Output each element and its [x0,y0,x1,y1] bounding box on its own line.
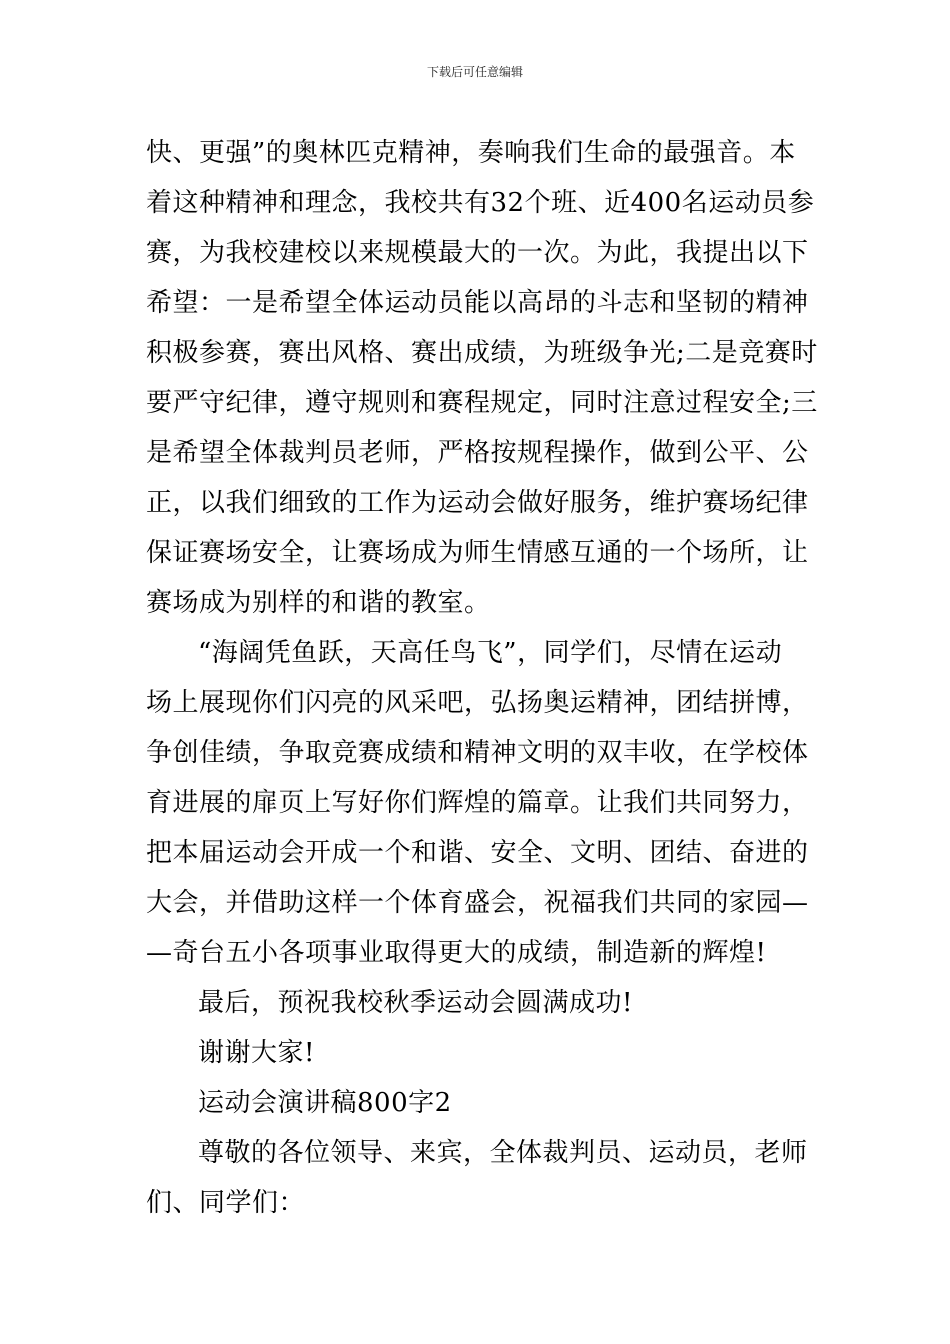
section-title: 运动会演讲稿800字2 [198,1088,452,1118]
thanks-line: 谢谢大家! [198,1038,315,1068]
page-header: 下载后可任意编辑 [426,65,523,79]
text-line: 把本届运动会开成一个和谐、安全、文明、团结、奋进的 [146,838,809,868]
text-line: 保证赛场安全，让赛场成为师生情感互通的一个场所，让 [146,538,809,568]
text-line: —奇台五小各项事业取得更大的成绩，制造新的辉煌! [146,938,767,968]
text-line: 们、同学们： [146,1188,306,1218]
text-line: 快、更强”的奥林匹克精神，奏响我们生命的最强音。本 [146,138,796,168]
text-line: 要严守纪律，遵守规则和赛程规定，同时注意过程安全;三 [146,388,818,418]
text-line: 场上展现你们闪亮的风采吧，弘扬奥运精神，团结拼博， [146,688,809,718]
text-line: 赛，为我校建校以来规模最大的一次。为此，我提出以下 [146,238,809,268]
text-line: 争创佳绩，争取竞赛成绩和精神文明的双丰收，在学校体 [146,738,809,768]
text-line: 育进展的扉页上写好你们辉煌的篇章。让我们共同努力， [146,788,809,818]
text-line: 赛场成为别样的和谐的教室。 [146,588,491,618]
paragraph-start-line: “海阔凭鱼跃，天高任鸟飞”，同学们，尽情在运动 [198,638,783,668]
text-line: 着这种精神和理念，我校共有32个班、近400名运动员参 [146,188,815,218]
document-body [146,128,818,1228]
text-line: 大会，并借助这样一个体育盛会，祝福我们共同的家园— [146,888,809,918]
closing-wish-line: 最后，预祝我校秋季运动会圆满成功! [198,988,633,1018]
text-line: 希望：一是希望全体运动员能以高昂的斗志和坚韧的精神 [146,288,809,318]
text-line: 积极参赛，赛出风格、赛出成绩，为班级争光;二是竞赛时 [146,338,818,368]
text-line: 正，以我们细致的工作为运动会做好服务，维护赛场纪律 [146,488,809,518]
salutation-line: 尊敬的各位领导、来宾，全体裁判员、运动员，老师 [198,1138,808,1168]
text-line: 是希望全体裁判员老师，严格按规程操作，做到公平、公 [146,438,809,468]
